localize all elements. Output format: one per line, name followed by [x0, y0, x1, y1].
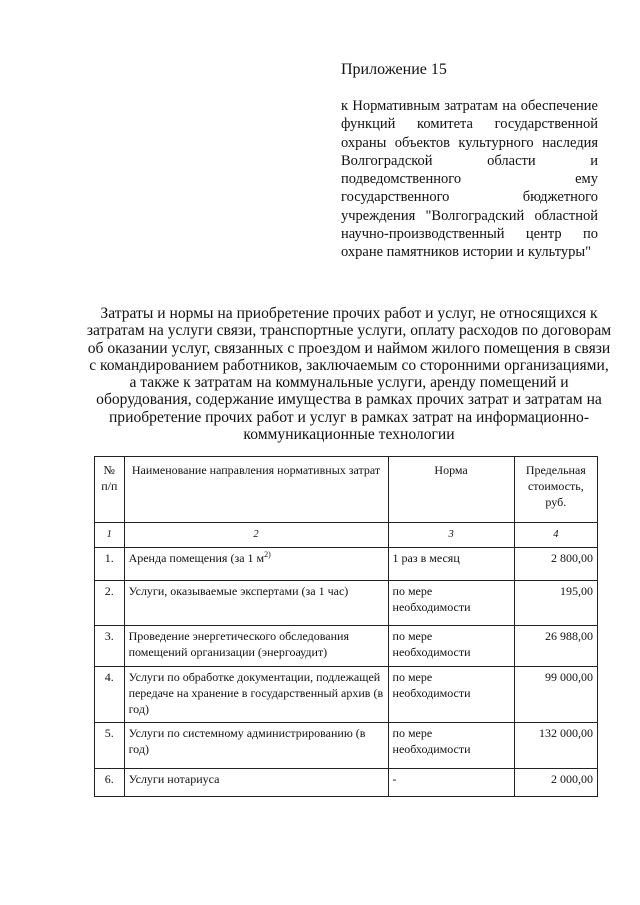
- row-price: 195,00: [514, 581, 597, 626]
- row-norm: по мере необходимости: [388, 581, 514, 626]
- table-row: [95, 769, 598, 797]
- row-name: Услуги по системному администрированию (в год): [124, 723, 388, 769]
- header-direction: Наименование направления нормативных затрат: [124, 457, 388, 523]
- row-name: Услуги, оказываемые экспертами (за 1 час): [124, 581, 388, 626]
- header-price: Предельная стоимость, руб.: [514, 457, 597, 523]
- header-norm: Норма: [388, 457, 514, 523]
- row-number: 2.: [95, 581, 125, 626]
- row-norm: 1 раз в месяц: [388, 548, 514, 581]
- table-row: [95, 667, 598, 723]
- table-header-row: [95, 457, 598, 523]
- column-index: 3: [388, 523, 514, 548]
- row-number: 1.: [95, 548, 125, 581]
- appendix-title: Приложение 15: [341, 61, 447, 78]
- row-number: 3.: [95, 626, 125, 667]
- row-price: 2 800,00: [514, 548, 597, 581]
- column-index: 1: [95, 523, 125, 548]
- costs-table: [94, 456, 598, 797]
- appendix-note: к Нормативным затратам на обеспечение функций комитета государственной охраны объектов культурного наследия Волгоградской области и подведомственного ему государственного бюджетного учреждения "Волгоградский областной научно-производственный центр по охране памятников истории и культуры": [341, 98, 598, 261]
- column-index-row: [95, 523, 598, 548]
- row-norm: по мере необходимости: [388, 667, 514, 723]
- row-number: 6.: [95, 769, 125, 797]
- row-name: Проведение энергетического обследования помещений организации (энергоаудит): [124, 626, 388, 667]
- row-number: 4.: [95, 667, 125, 723]
- header-number: № п/п: [95, 457, 125, 523]
- row-price: 132 000,00: [514, 723, 597, 769]
- row-name: Услуги нотариуса: [124, 769, 388, 797]
- row-price: 26 988,00: [514, 626, 597, 667]
- table-row: [95, 548, 598, 581]
- row-name-text: Аренда помещения (за 1 м: [128, 551, 265, 565]
- table-row: [95, 626, 598, 667]
- table-row: [95, 723, 598, 769]
- row-norm: по мере необходимости: [388, 626, 514, 667]
- row-norm: -: [388, 769, 514, 797]
- row-name-superscript: 2): [264, 550, 271, 559]
- column-index: 4: [514, 523, 597, 548]
- row-norm: по мере необходимости: [388, 723, 514, 769]
- row-price: 2 000,00: [514, 769, 597, 797]
- column-index: 2: [124, 523, 388, 548]
- row-name: [124, 548, 388, 581]
- row-price: 99 000,00: [514, 667, 597, 723]
- row-name: Услуги по обработке документации, подлежащей передаче на хранение в государственный архив (в год): [124, 667, 388, 723]
- row-number: 5.: [95, 723, 125, 769]
- document-heading: Затраты и нормы на приобретение прочих работ и услуг, не относящихся к затратам на услуги связи, транспортные услуги, оплату расходов по договорам об оказании услуг, связанных с проездом и наймом жилого помещения в связи с командированием работников, заключаемым со сторонними организациями, а также к затратам на коммунальные услуги, аренду помещений и оборудования, содержание имущества в рамках прочих затрат и затратам на приобретение прочих работ и услуг в рамках затрат на информационно-коммуникационные технологии: [86, 305, 612, 444]
- table-row: [95, 581, 598, 626]
